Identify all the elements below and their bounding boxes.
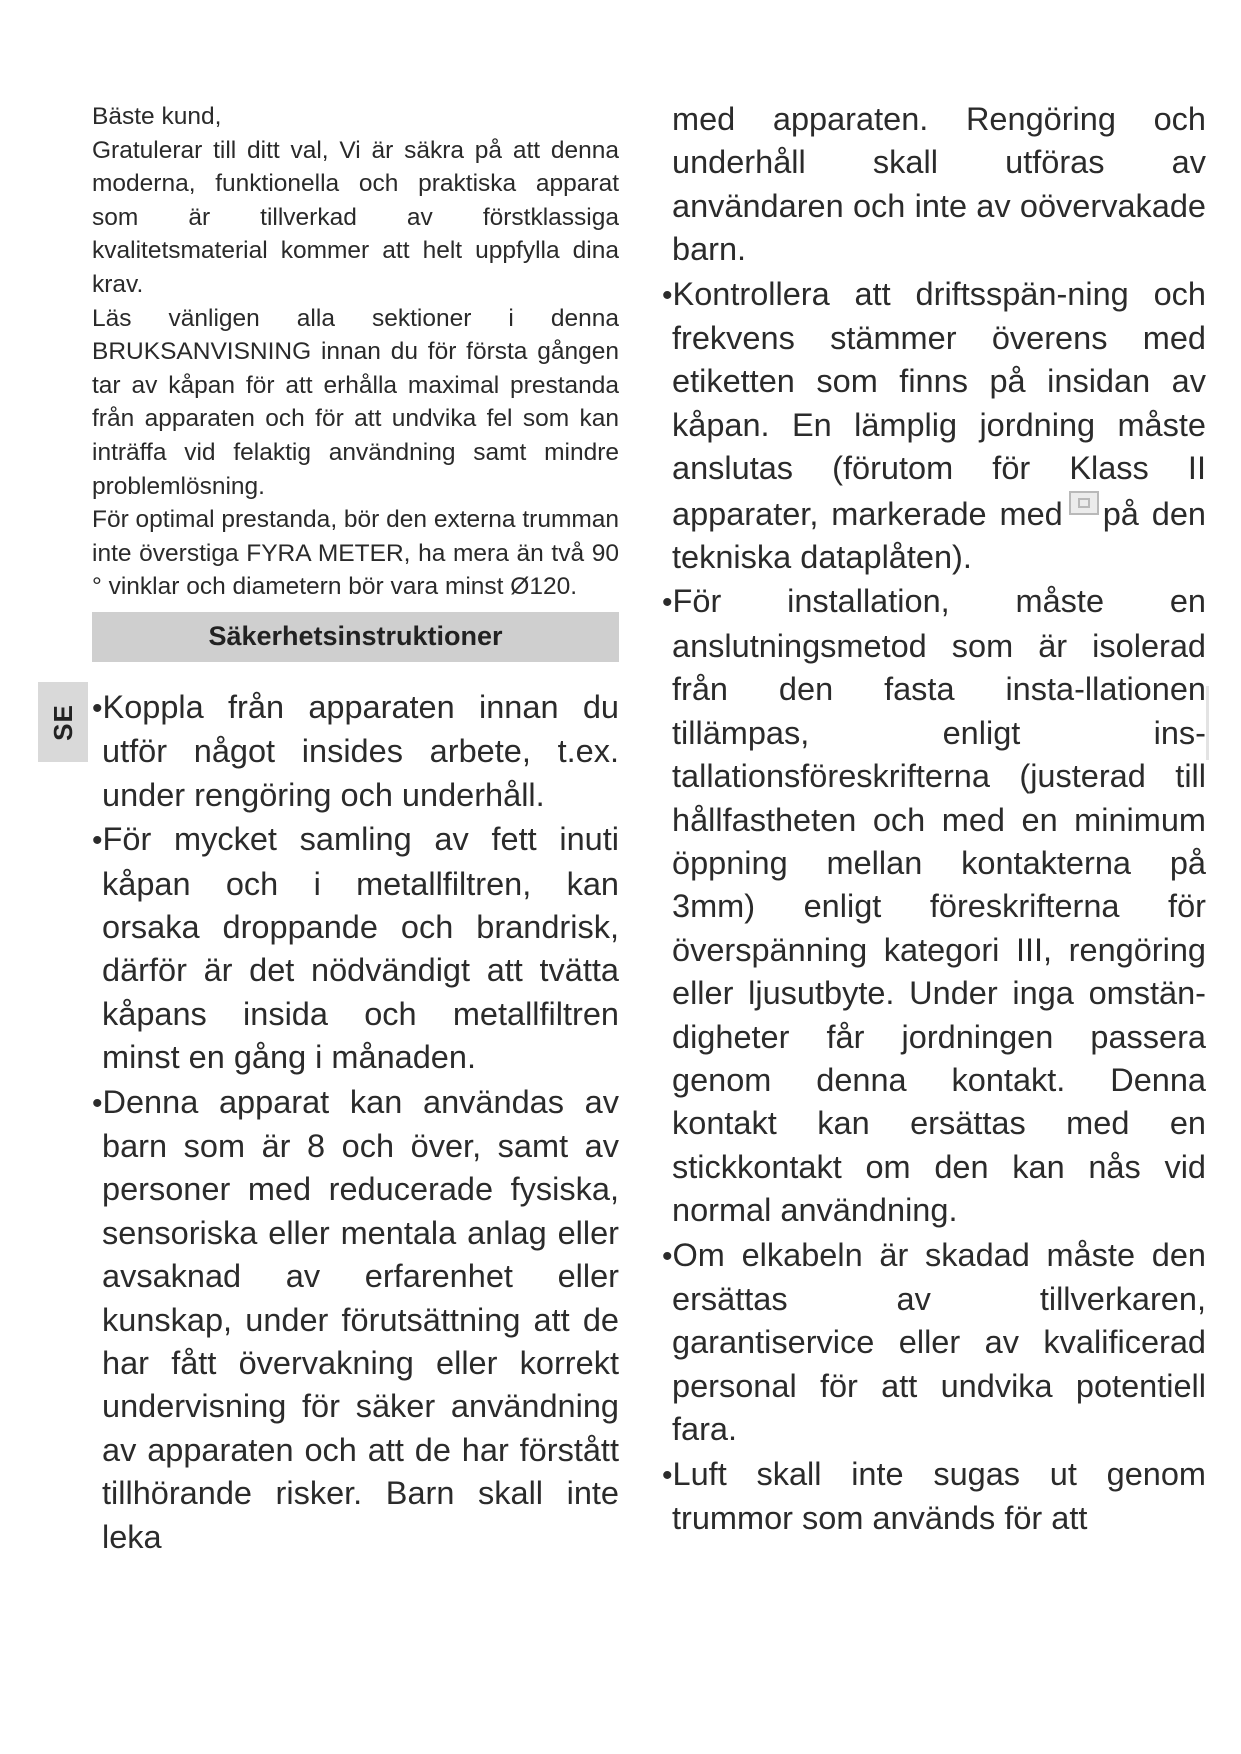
bullet-icon: • xyxy=(92,1086,103,1120)
instruction-text: Koppla från apparaten innan du utför något insides arbete, t.ex. under rengöring och underhåll. xyxy=(102,688,619,813)
section-title: Säkerhetsinstruktioner xyxy=(208,621,503,652)
bullet-icon: • xyxy=(662,1239,673,1273)
intro-paragraph-2: Läs vänligen alla sektioner i denna BRUKSANVISNING innan du för första gången tar av kåpan för att erhålla maximal prestanda från apparaten och för att undvika fel som kan inträffa vid felaktig användning samt mindre problemlösning. xyxy=(92,304,619,500)
double-square-icon xyxy=(1069,491,1099,515)
intro-paragraph-3: För optimal prestanda, bör den externa trumman inte överstiga FYRA METER, ha mera än två 90 ° vinklar och diametern bör vara minst Ø120. xyxy=(92,506,620,601)
instruction-item-6 xyxy=(662,1234,1206,1452)
instruction-text: För installation, måste en anslutningsmetod som är isolerad från den fasta insta-llationen tillämpas, enligt ins-tallationsföreskrifterna (justerad till hållfastheten och med en minimum öppning mellan kontakterna på 3mm) enligt föreskrifterna för överspänning kategori III, rengöring eller ljusutbyte. Under inga omstän-digheter får jordningen passera genom denna kontakt. Denna kontakt kan ersättas med en stickkontakt om den kan nås vid normal användning. xyxy=(672,583,1206,1229)
intro-text xyxy=(92,100,619,604)
bullet-icon: • xyxy=(92,691,103,725)
instruction-item-2 xyxy=(92,818,619,1079)
bullet-icon: • xyxy=(92,824,103,858)
bullet-icon: • xyxy=(662,586,673,620)
instruction-item-5 xyxy=(662,580,1206,1232)
safety-list-left xyxy=(92,686,619,1559)
instruction-text: Luft skall inte sugas ut genom trummor som används för att xyxy=(672,1455,1206,1536)
intro-paragraph-1: Gratulerar till ditt val, Vi är säkra på att denna moderna, funktionella och praktiska apparat som är tillverkad av förstklassiga kvalitetsmaterial kommer att helt uppfylla dina krav. xyxy=(92,136,619,298)
instruction-text: För mycket samling av fett inuti kåpan och i metallfiltren, kan orsaka droppande och brandrisk, därför är det nödvändigt att tvätta kåpans insida och metallfiltren minst en gång i månaden. xyxy=(102,821,619,1076)
instruction-text: Kontrollera att driftsspän-ning och frekvens stämmer överens med etiketten som finns på insidan av kåpan. En lämplig jordning måste anslutas (förutom för Klass II apparater, markerade med xyxy=(672,275,1206,532)
left-column xyxy=(92,100,619,1559)
instruction-text-tail: på den tekniska dataplåten). xyxy=(672,495,1206,576)
instruction-item-7 xyxy=(662,1453,1206,1541)
instruction-text: Denna apparat kan användas av barn som är 8 och över, samt av personer med reducerade fysiska, sensoriska eller mentala anlag eller avsaknad av erfarenhet eller kunskap, under förutsättning att de har fått övervakning eller korrekt undervisning för säker användning av apparaten och att de har förstått tillhörande risker. Barn skall inte leka xyxy=(102,1083,619,1555)
instruction-item-3-continued: med apparaten. Rengöring och underhåll skall utföras av användaren och inte av oövervakade barn. xyxy=(672,101,1206,268)
bullet-icon: • xyxy=(662,1458,673,1492)
instruction-text: Om elkabeln är skadad måste den ersättas av tillverkaren, garantiservice eller av kvalificerad personal för att undvika potentiell fara. xyxy=(672,1236,1206,1448)
greeting: Bäste kund, xyxy=(92,103,222,130)
bullet-icon: • xyxy=(662,278,673,312)
safety-list-right xyxy=(662,98,1206,1540)
right-column xyxy=(662,98,1206,1540)
section-header-safety xyxy=(92,612,619,662)
language-tab xyxy=(38,682,88,762)
instruction-item-1 xyxy=(92,686,619,817)
instruction-item-3 xyxy=(92,1081,619,1559)
language-tab-label: SE xyxy=(47,703,78,741)
instruction-item-4 xyxy=(662,273,1206,580)
page-edge-mark xyxy=(1206,686,1209,760)
